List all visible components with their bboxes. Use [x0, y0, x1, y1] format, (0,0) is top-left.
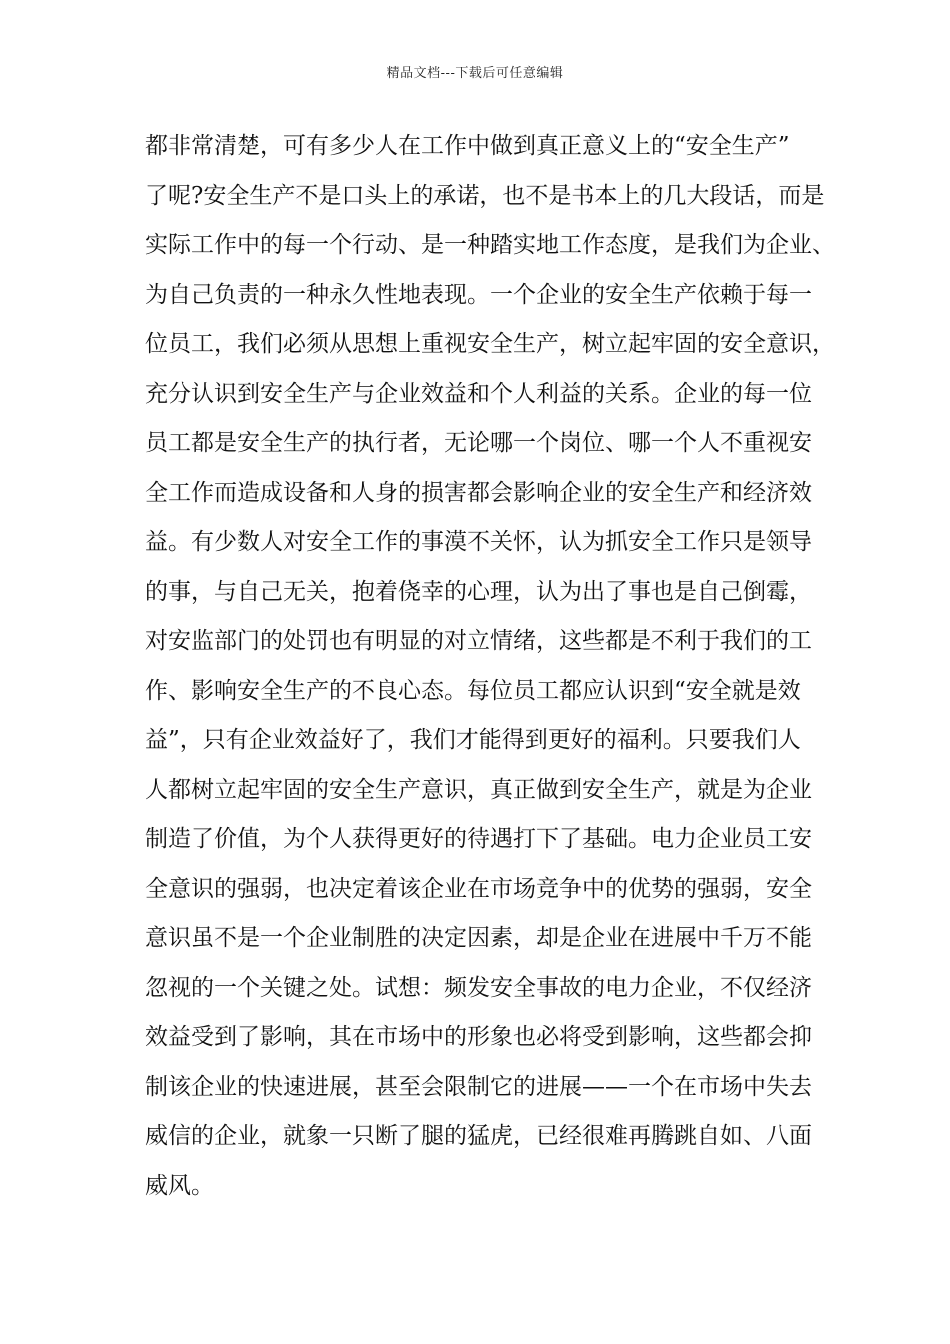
text-line: 威风。: [145, 1172, 214, 1199]
text-line: 位员工，我们必须从思想上重视安全生产，树立起牢固的安全意识，: [145, 331, 835, 357]
text-line: 制该企业的快速进展，甚至会限制它的进展——一个在市场中失去: [145, 1073, 812, 1100]
text-line: 益。有少数人对安全工作的事漠不关怀，认为抓安全工作只是领导: [145, 529, 812, 555]
text-line: 对安监部门的处罚也有明显的对立情绪，这些都是不利于我们的工: [145, 628, 812, 654]
text-line: 制造了价值，为个人获得更好的待遇打下了基础。电力企业员工安: [145, 826, 812, 852]
text-line: 的事，与自己无关，抱着侥幸的心理，认为出了事也是自己倒霉，: [145, 578, 812, 605]
text-line: 全意识的强弱，也决定着该企业在市场竞争中的优势的强弱，安全: [145, 875, 812, 902]
text-line: 为自己负责的一种永久性地表现。一个企业的安全生产依赖于每一: [145, 281, 812, 308]
text-line: 威信的企业，就象一只断了腿的猛虎，已经很难再腾跳自如、八面: [145, 1123, 812, 1149]
text-line: 忽视的一个关键之处。试想：频发安全事故的电力企业，不仅经济: [145, 974, 812, 1001]
text-line: 了呢?安全生产不是口头上的承诺，也不是书本上的几大段话，而是: [145, 182, 825, 209]
text-line: 都非常清楚，可有多少人在工作中做到真正意义上的“安全生产”: [145, 133, 790, 159]
text-line: 作、影响安全生产的不良心态。每位员工都应认识到“安全就是效: [145, 677, 801, 704]
text-line: 员工都是安全生产的执行者，无论哪一个岗位、哪一个人不重视安: [145, 430, 812, 456]
text-line: 人都树立起牢固的安全生产意识，真正做到安全生产，就是为企业: [145, 776, 812, 803]
text-line: 实际工作中的每一个行动、是一种踏实地工作态度，是我们为企业、: [145, 232, 835, 258]
text-line: 意识虽不是一个企业制胜的决定因素，却是企业在进展中千万不能: [145, 925, 812, 951]
text-line: 全工作而造成设备和人身的损害都会影响企业的安全生产和经济效: [145, 479, 812, 506]
page-header: 精品文档---下载后可任意编辑: [386, 66, 564, 81]
body-paragraph: [145, 130, 835, 1219]
text-line: 效益受到了影响，其在市场中的形象也必将受到影响，这些都会抑: [145, 1024, 812, 1050]
text-line: 充分认识到安全生产与企业效益和个人利益的关系。企业的每一位: [145, 380, 812, 407]
text-line: 益”，只有企业效益好了，我们才能得到更好的福利。只要我们人: [145, 727, 801, 753]
